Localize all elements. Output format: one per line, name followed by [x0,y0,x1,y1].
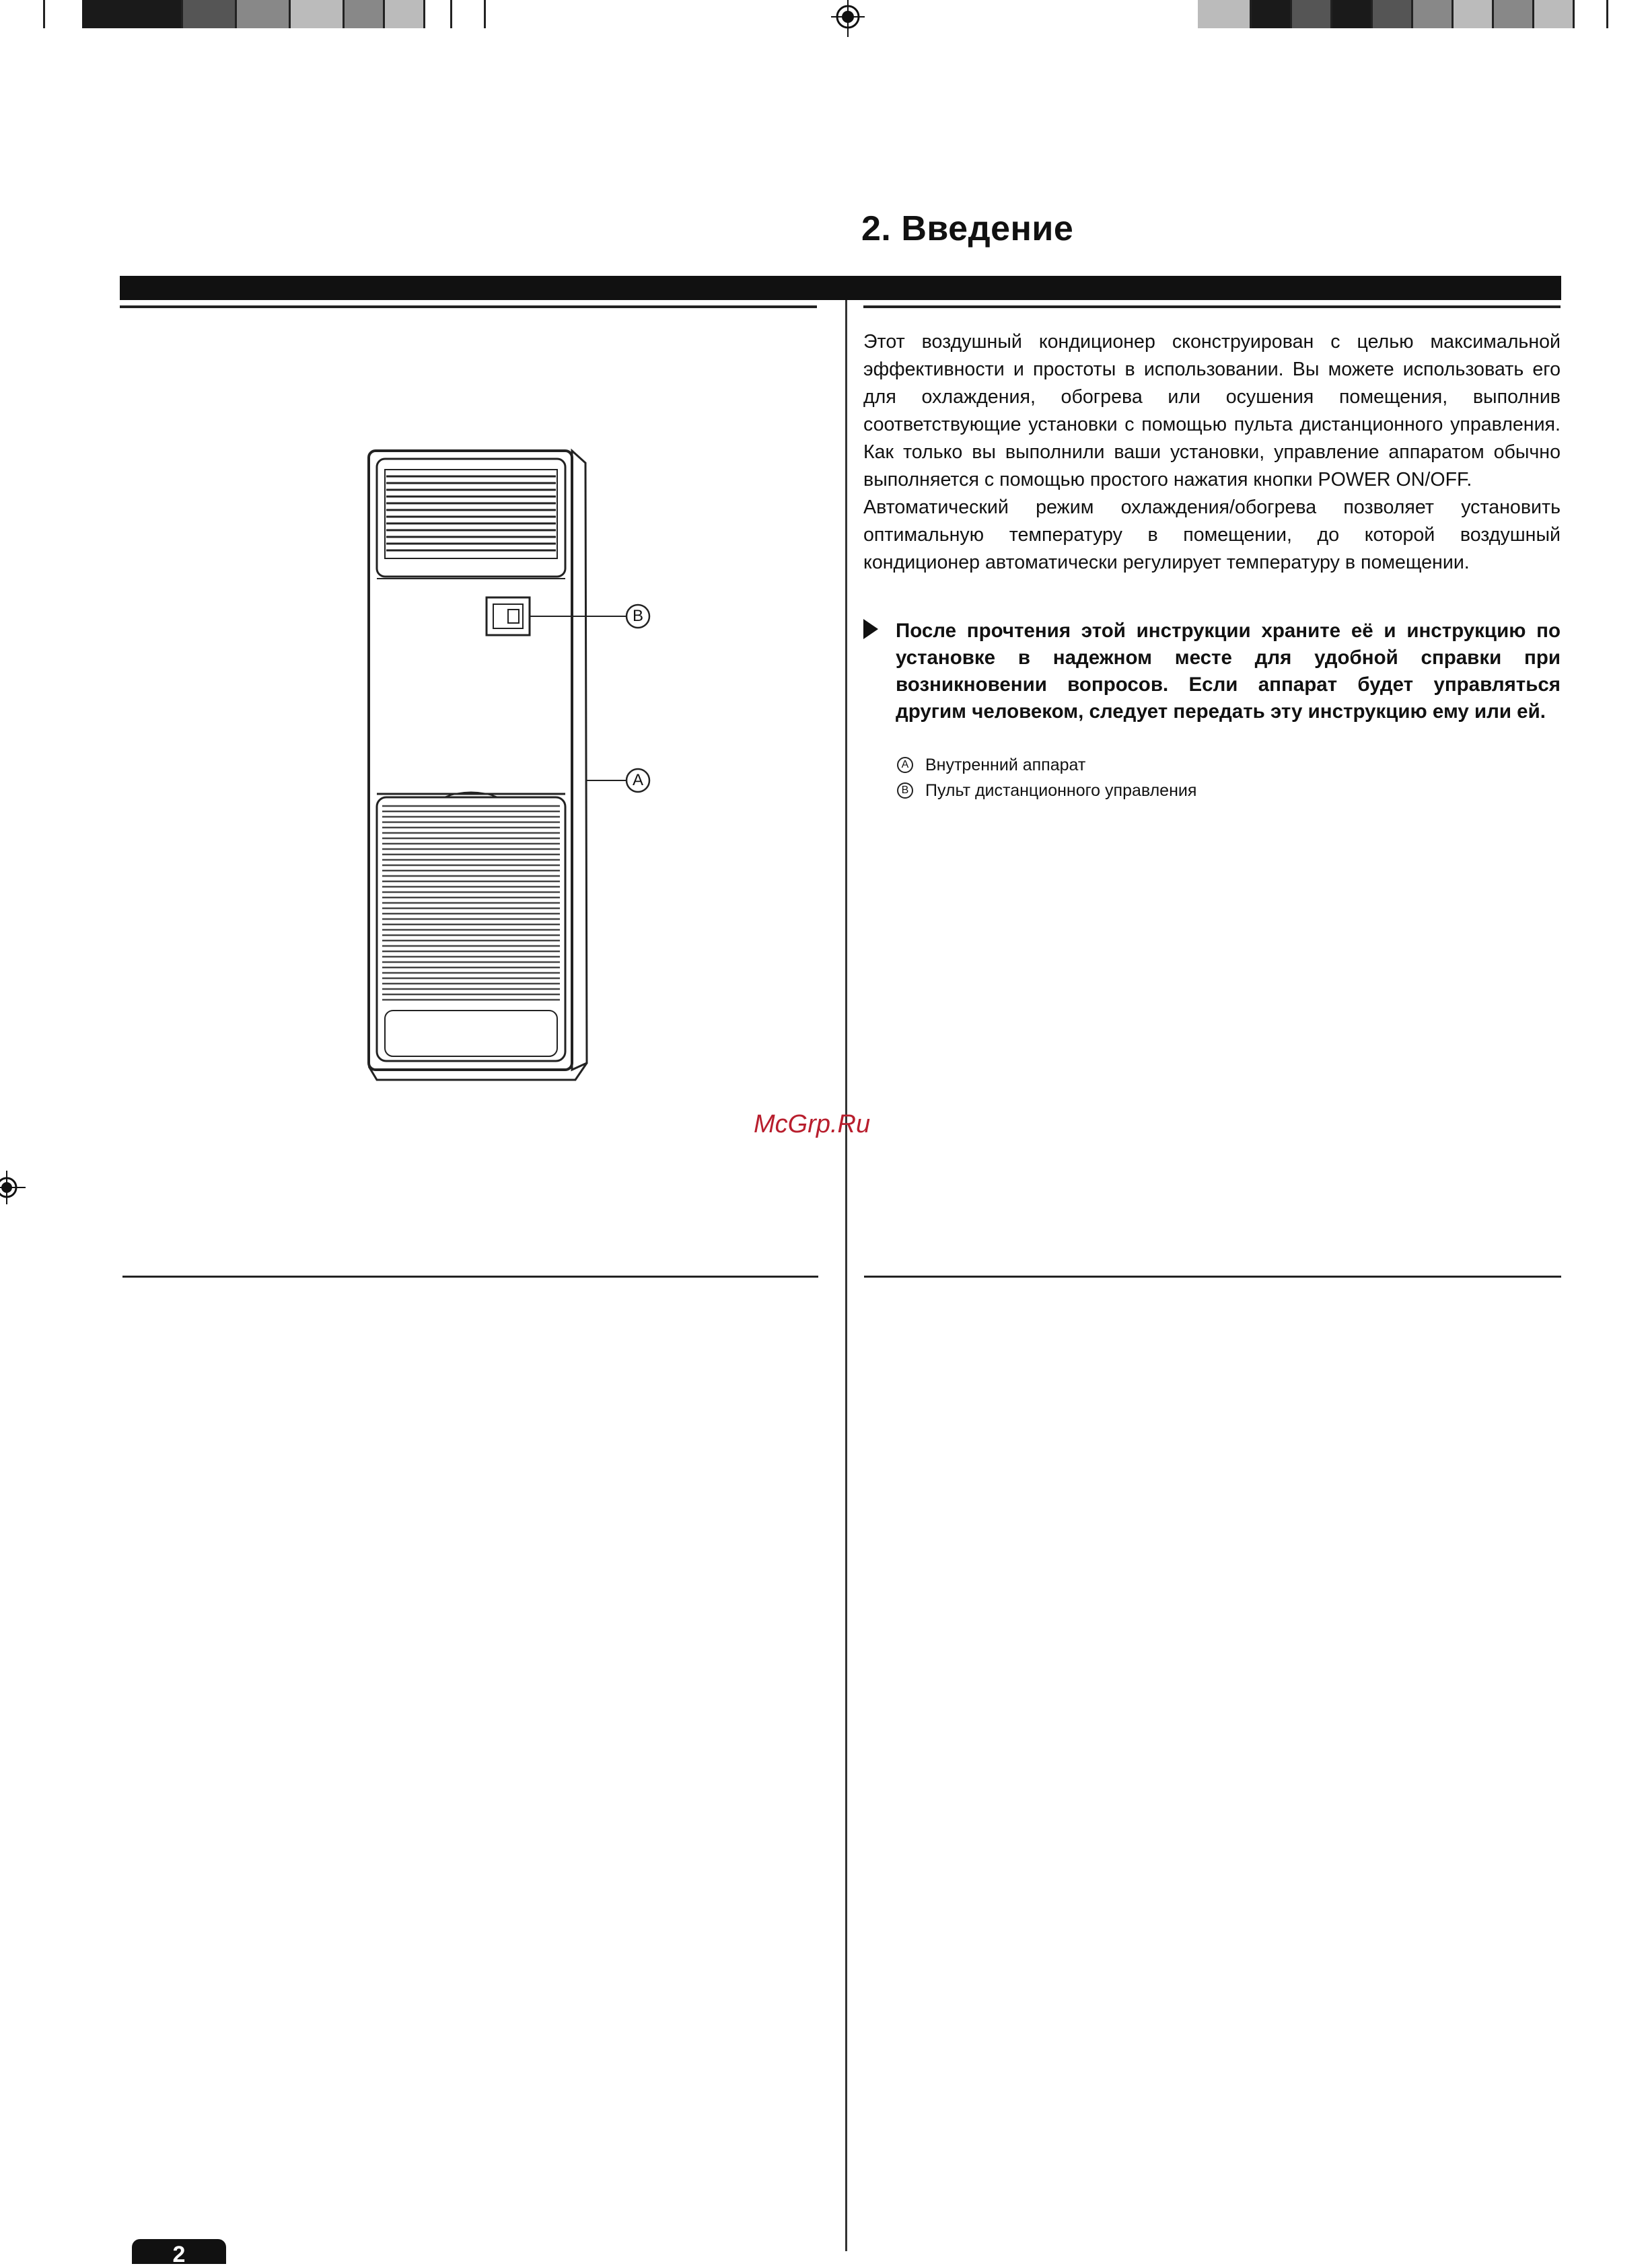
intro-paragraph-1: Этот воздушный кондиционер сконструирован с целью максимальной эффективности и простоты в использовании. Вы можете использовать его для охлаждения, обогрева или осушения помещения, выполнив соответствующие установки с помощью пульта дистанционного управления. Как только вы выполнили ваши установки, управление аппаратом обычно выполняется с помощью простого нажатия кнопки POWER ON/OFF. [863,331,1561,490]
column-divider [845,300,847,2251]
arrow-right-icon [863,619,878,639]
crop-line-left [43,0,45,28]
callout-b-label: B [632,607,643,625]
legend-label: Пульт дистанционного управления [925,781,1197,800]
right-column-top-rule [863,305,1561,308]
page-number: 2 [172,2242,186,2267]
storage-notice [863,618,1561,725]
legend-item [897,752,1196,778]
legend-marker: A [897,757,913,773]
page-number-tab [132,2239,226,2267]
indoor-unit-illustration [357,444,707,1090]
figure-legend [897,752,1196,803]
registration-strip-right [1198,0,1608,28]
intro-paragraph-2: Автоматический режим охлаждения/обогрева позволяет установить оптимальную температуру в помещении, до которой воздушный кондиционер автоматически регулирует температуру в помещении. [863,497,1561,573]
callout-a-label: A [632,771,643,789]
left-column-bottom-rule [122,1276,818,1278]
registration-strip-left [82,0,486,28]
storage-notice-text: После прочтения этой инструкции храните её и инструкцию по установке в надежном месте для удобной справки при возникновении вопросов. Если аппарат будет управляться другим человеком, следует передать эту инструкцию ему или ей. [896,620,1561,723]
legend-marker: B [897,782,913,799]
legend-label: Внутренний аппарат [925,756,1086,774]
left-column-top-rule [120,305,817,308]
title-bar [120,276,1561,300]
registration-target-top [828,0,868,40]
intro-text [863,328,1561,577]
right-column-bottom-rule [864,1276,1561,1278]
watermark-link[interactable]: McGrp.Ru [754,1110,871,1138]
registration-target-left [0,1167,27,1208]
page-title: 2. Введение [861,209,1074,248]
legend-item [897,778,1196,803]
